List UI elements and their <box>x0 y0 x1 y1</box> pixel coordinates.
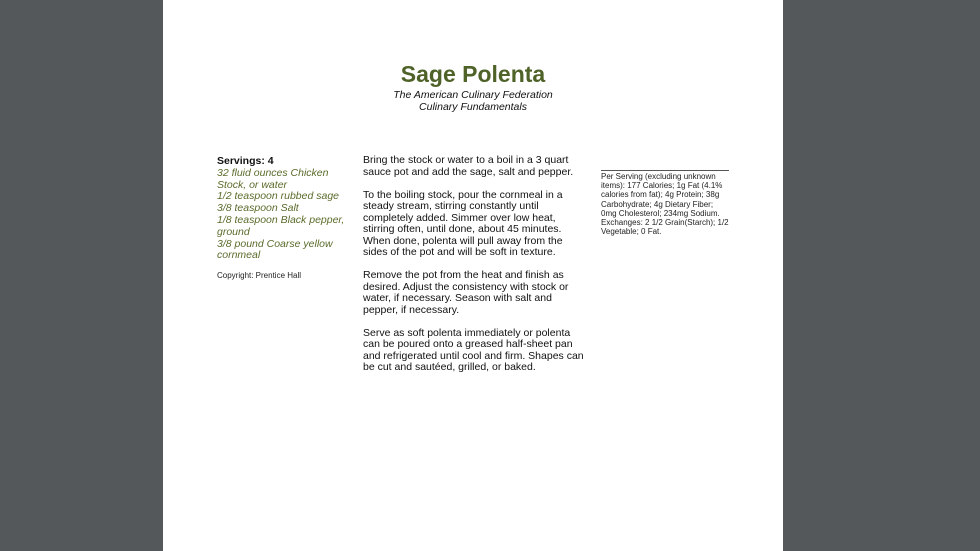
source-line-1: The American Culinary Federation <box>393 89 553 101</box>
servings: Servings: 4 <box>217 155 274 167</box>
directions-column <box>363 155 588 385</box>
copyright: Copyright: Prentice Hall <box>217 271 302 281</box>
direction-step: Remove the pot from the heat and finish as desired. Adjust the consistency with stock or water, if necessary. Season with salt and pepper, if necessary. <box>363 269 569 316</box>
recipe-title: Sage Polenta <box>400 61 546 87</box>
source-line-2: Culinary Fundamentals <box>419 101 527 113</box>
document-page <box>163 0 783 551</box>
ingredient-item: 32 fluid ounces Chicken Stock, or water <box>217 166 329 191</box>
ingredient-item: 3/8 pound Coarse yellow cornmeal <box>217 237 333 262</box>
ingredients-column <box>217 156 349 282</box>
direction-step: Bring the stock or water to a boil in a 3 quart sauce pot and add the sage, salt and pepper. <box>363 154 574 178</box>
ingredient-item: 1/8 teaspoon Black pepper, ground <box>217 213 345 238</box>
nutrition-info: Per Serving (excluding unknown items): 177 Calories; 1g Fat (4.1% calories from fat); 4g Protein; 38g Carbohydrate; 4g Dietary Fiber; 0mg Cholesterol; 234mg Sodium. Exchanges: 2 1/2 Grain(Starch); 1/2 Vegetable; 0 Fat. <box>601 172 729 237</box>
ingredient-item: 1/2 teaspoon rubbed sage <box>217 190 340 203</box>
direction-step: Serve as soft polenta immediately or polenta can be poured onto a greased half-sheet pan and refrigerated until cool and firm. Shapes can be cut and sautéed, grilled, or baked. <box>363 326 584 373</box>
direction-step: To the boiling stock, pour the cornmeal in a steady stream, stirring constantly until completely added. Simmer over low heat, stirring often, until done, about 45 minutes. When done, polenta will pull away from the sides of the pot and will be soft in texture. <box>363 188 563 258</box>
ingredient-item: 3/8 teaspoon Salt <box>217 202 299 215</box>
